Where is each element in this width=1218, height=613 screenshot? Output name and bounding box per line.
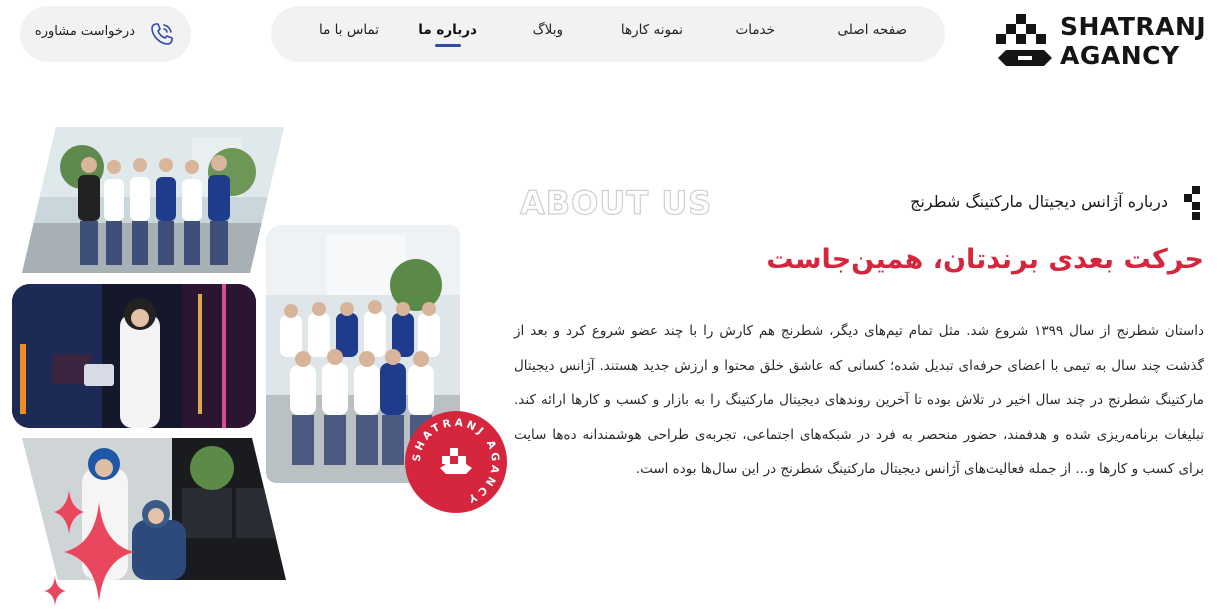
brand-logo[interactable]	[996, 8, 1208, 74]
team-photo-standing	[22, 127, 284, 273]
nav-item-blog[interactable]: وبلاگ	[532, 22, 563, 38]
brand-line2: AGANCY	[1060, 41, 1180, 70]
about-subtitle: درباره آژانس دیجیتال مارکتینگ شطرنج	[910, 192, 1168, 211]
nav-item-contact[interactable]: تماس با ما	[319, 22, 379, 38]
brand-name	[1060, 12, 1206, 70]
about-us-watermark: ABOUT US	[520, 184, 713, 222]
nav-item-home[interactable]: صفحه اصلی	[837, 22, 907, 38]
brand-line1: SHATRANJ	[1060, 12, 1207, 41]
sparkle-large-icon	[64, 502, 134, 602]
studio-photo	[12, 284, 256, 428]
chess-logo-icon	[996, 14, 1056, 72]
brand-badge-icon	[404, 410, 508, 514]
chess-square-icon	[1180, 186, 1204, 222]
main-nav	[271, 6, 945, 62]
nav-item-about[interactable]: درباره ما	[418, 22, 477, 38]
about-title-block	[504, 184, 1204, 224]
nav-item-portfolio[interactable]: نمونه کارها	[620, 22, 683, 38]
nav-item-services[interactable]: خدمات	[735, 22, 775, 38]
consult-label: درخواست مشاوره	[34, 24, 135, 39]
sparkle-small-icon	[44, 576, 66, 606]
phone-icon	[149, 21, 175, 47]
consult-request-button[interactable]	[20, 6, 191, 62]
badge-text: SHATRANJ AGANCY	[410, 416, 502, 506]
about-body-text: داستان شطرنج از سال ۱۳۹۹ شروع شد. مثل تمام تیم‌های دیگر، شطرنج هم کارش را با چند عضو شروع کرد و بعد از گذشت چند سال به تیمی با اعضای حرفه‌ای تبدیل شده؛ کسانی که عاشق خلق محتوا و ارزش جدید هستند. آژانس دیجیتال مارکتینگ شطرنج در چند سال اخیر در تلاش بوده تا آخرین روندهای دیجیتال مارکتینگ را به بازار و کسب و کارها ارائه کند. تبلیغات برنامه‌ریزی شده و هدفمند، حضور منحصر به فرد در شبکه‌های اجتماعی، تجربه‌ی طراحی هوشمندانه ده‌ها سایت برای کسب و کارها و... از جمله فعالیت‌های آژانس دیجیتال مارکتینگ شطرنج در این سال‌ها بوده است.	[514, 323, 1204, 477]
page-headline: حرکت بعدی برندتان، همین‌جاست	[766, 244, 1204, 275]
